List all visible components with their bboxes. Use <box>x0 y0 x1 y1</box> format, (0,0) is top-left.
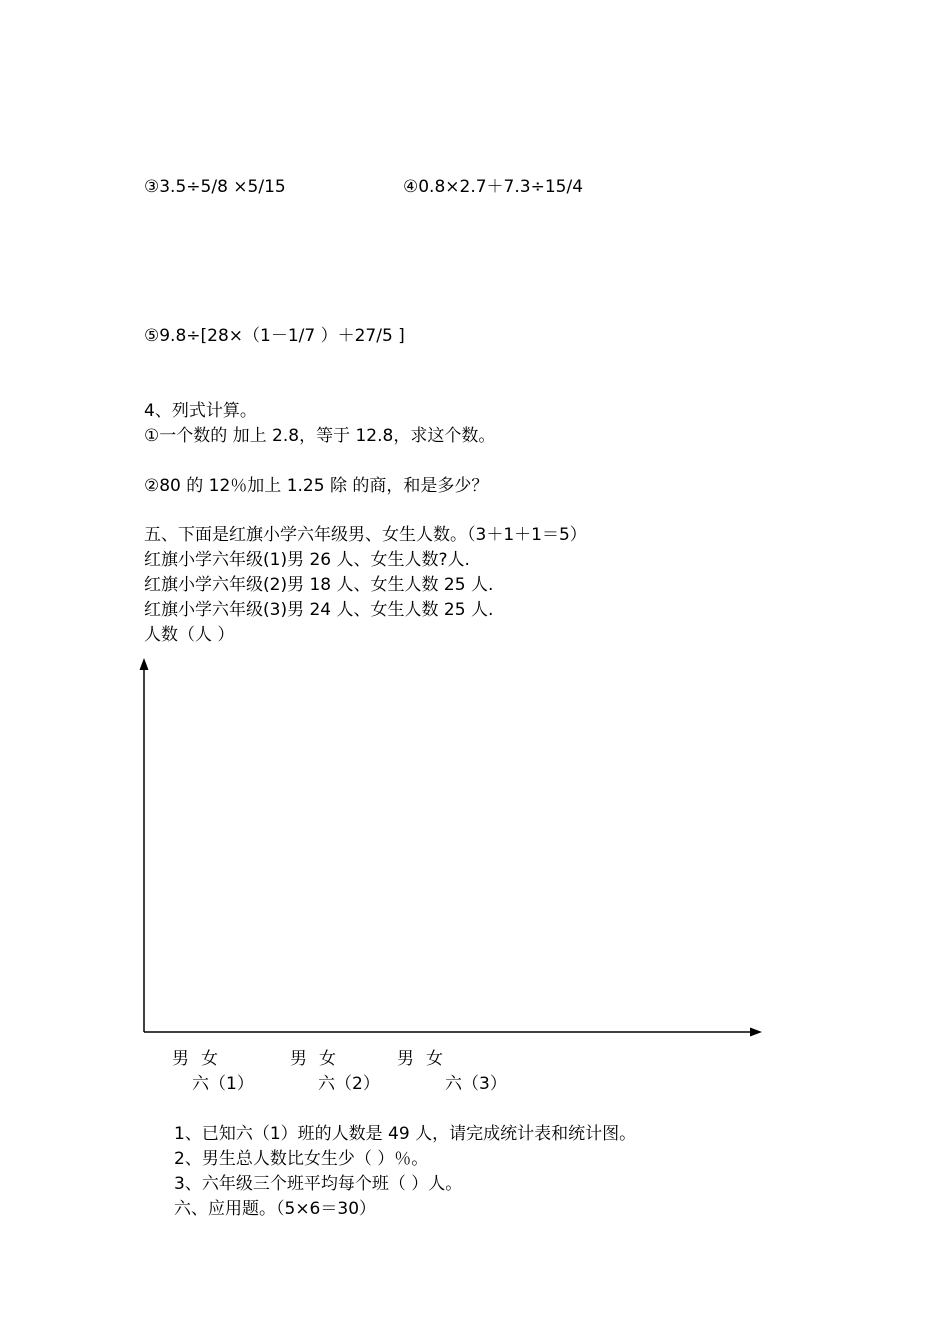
group1-label: 六（1） <box>192 1074 254 1094</box>
calc-q5: ⑤9.8÷[28×（1－1/7 ）＋27/5 ] <box>144 326 405 346</box>
group3-female: 女 <box>426 1049 443 1069</box>
section5-title: 五、下面是红旗小学六年级男、女生人数。（3＋1＋1＝5） <box>144 525 587 545</box>
section6-title: 六、应用题。（5×6＝30） <box>174 1199 377 1219</box>
section5-line2: 红旗小学六年级(2)男 18 人、女生人数 25 人. <box>144 575 494 595</box>
group1-male: 男 <box>172 1049 189 1069</box>
section5-line3: 红旗小学六年级(3)男 24 人、女生人数 25 人. <box>144 600 494 620</box>
section5-question-2: 2、男生总人数比女生少（ ）％。 <box>174 1149 429 1169</box>
y-axis-label: 人数（人 ） <box>144 625 235 645</box>
section4-title: 4、列式计算。 <box>144 401 257 421</box>
section5-question-3: 3、六年级三个班平均每个班（ ）人。 <box>174 1174 463 1194</box>
section4-q1: ①一个数的 加上 2.8，等于 12.8，求这个数。 <box>144 426 496 446</box>
group1-female: 女 <box>201 1049 218 1069</box>
section5-question-1: 1、已知六（1）班的人数是 49 人，请完成统计表和统计图。 <box>174 1124 637 1144</box>
group2-female: 女 <box>319 1049 336 1069</box>
y-axis-arrow <box>140 658 149 670</box>
calc-q4: ④0.8×2.7＋7.3÷15/4 <box>403 177 584 197</box>
section5-line1: 红旗小学六年级(1)男 26 人、女生人数?人. <box>144 550 470 570</box>
group3-label: 六（3） <box>445 1074 507 1094</box>
x-axis-arrow <box>750 1028 762 1037</box>
section4-q2: ②80 的 12％加上 1.25 除 的商，和是多少？ <box>144 476 489 496</box>
group2-male: 男 <box>290 1049 307 1069</box>
calc-q3: ③3.5÷5/8 ×5/15 <box>144 177 286 197</box>
group3-male: 男 <box>397 1049 414 1069</box>
group2-label: 六（2） <box>318 1074 380 1094</box>
